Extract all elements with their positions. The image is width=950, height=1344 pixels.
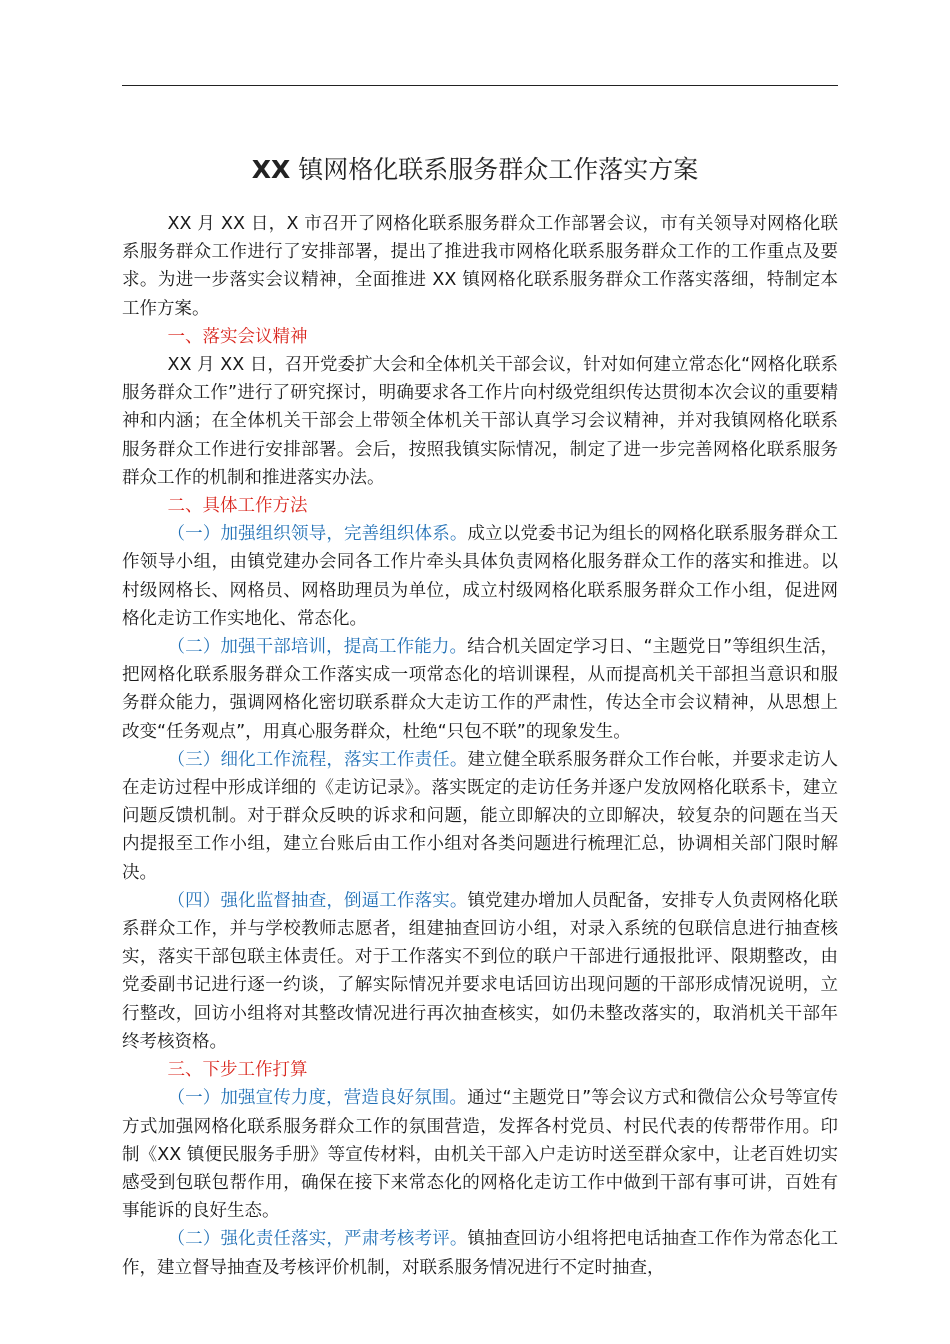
item-text: 成立以党委书记为组长的网格化联系服务群众工作领导小组，由镇党建办会同各工作片牵头具体负责网格化服务群众工作的落实和推进。以村级网格长、网格员、网格助理员为单位，成立村级网格化联系服务群众工作小组，促进网格化走访工作实地化、常态化。 bbox=[122, 524, 839, 629]
item-title: （四）强化监督抽查，倒逼工作落实。 bbox=[167, 890, 468, 911]
item-text: 结合机关固定学习日、“主题党日”等组织生活，把网格化联系服务群众工作落实成一项常态化的培训课程，从而提高机关干部担当意识和服务群众能力，强调网格化密切联系群众大走访工作的严肃性，传达全市会议精神，从思想上改变“任务观点”，用真心服务群众，杜绝“只包不联”的现象发生。 bbox=[122, 637, 839, 742]
item-text: 建立健全联系服务群众工作台帐，并要求走访人在走访过程中形成详细的《走访记录》。落实既定的走访任务并逐户发放网格化联系卡，建立问题反馈机制。对于群众反映的诉求和问题，能立即解决的立即解决，较复杂的问题在当天内提报至工作小组，建立台账后由工作小组对各类问题进行梳理汇总，协调相关部门限时解决。 bbox=[122, 749, 839, 883]
item-text: 通过“主题党日”等会议方式和微信公众号等宣传方式加强网格化联系服务群众工作的氛围营造，发挥各村党员、村民代表的传帮带作用。印制《XX 镇便民服务手册》等宣传材料，由机关干部入户走访时送至群众家中，让老百姓切实感受到包联包帮作用，确保在接下来常态化的网格化走访工作中做到干部有事可讲，百姓有事能诉的良好生态。 bbox=[122, 1088, 839, 1222]
section-heading-1: 一、落实会议精神 bbox=[167, 326, 308, 347]
document-title bbox=[0, 150, 950, 190]
section-2-item-2 bbox=[122, 633, 838, 746]
section-3-item-1 bbox=[122, 1084, 838, 1225]
document-body bbox=[122, 210, 838, 1282]
item-title: （一）加强宣传力度，营造良好氛围。 bbox=[167, 1088, 468, 1109]
item-title: （二）加强干部培训，提高工作能力。 bbox=[167, 637, 468, 658]
item-text: 镇党建办增加人员配备，安排专人负责网格化联系群众工作，并与学校教师志愿者，组建抽查回访小组，对录入系统的包联信息进行抽查核实，落实干部包联主体责任。对于工作落实不到位的联户干部进行通报批评、限期整改，由党委副书记进行逐一约谈，了解实际情况并要求电话回访出现问题的干部形成情况说明，立行整改，回访小组将对其整改情况进行再次抽查核实，如仍未整改落实的，取消机关干部年终考核资格。 bbox=[122, 890, 839, 1052]
section-2-item-1 bbox=[122, 520, 838, 633]
section-1-paragraph: XX 月 XX 日，召开党委扩大会和全体机关干部会议，针对如何建立常态化“网格化联系服务群众工作”进行了研究探讨，明确要求各工作片向村级党组织传达贯彻本次会议的重要精神和内涵；在全体机关干部会上带领全体机关干部认真学习会议精神，并对我镇网格化联系服务群众工作进行安排部署。会后，按照我镇实际情况，制定了进一步完善网格化联系服务群众工作的机制和推进落实办法。 bbox=[122, 355, 838, 488]
title-text: 镇网格化联系服务群众工作落实方案 bbox=[298, 155, 699, 184]
header-rule bbox=[122, 85, 838, 86]
section-3-item-2 bbox=[122, 1225, 838, 1281]
title-prefix: XX bbox=[251, 155, 291, 184]
section-2-item-3 bbox=[122, 746, 838, 887]
section-heading-3: 三、下步工作打算 bbox=[167, 1060, 308, 1081]
item-title: （一）加强组织领导，完善组织体系。 bbox=[167, 524, 468, 545]
intro-paragraph: XX 月 XX 日，X 市召开了网格化联系服务群众工作部署会议，市有关领导对网格化联系服务群众工作进行了安排部署，提出了推进我市网格化联系服务群众工作的工作重点及要求。为进一步落实会议精神，全面推进 XX 镇网格化联系服务群众工作落实落细，特制定本工作方案。 bbox=[122, 214, 838, 319]
item-title: （二）强化责任落实，严肃考核考评。 bbox=[167, 1229, 468, 1250]
section-2-item-4 bbox=[122, 887, 838, 1056]
section-heading-2: 二、具体工作方法 bbox=[167, 496, 308, 517]
item-title: （三）细化工作流程，落实工作责任。 bbox=[167, 749, 468, 770]
item-text: 镇抽查回访小组将把电话抽查工作作为常态化工作，建立督导抽查及考核评价机制，对联系服务情况进行不定时抽查， bbox=[122, 1229, 839, 1278]
